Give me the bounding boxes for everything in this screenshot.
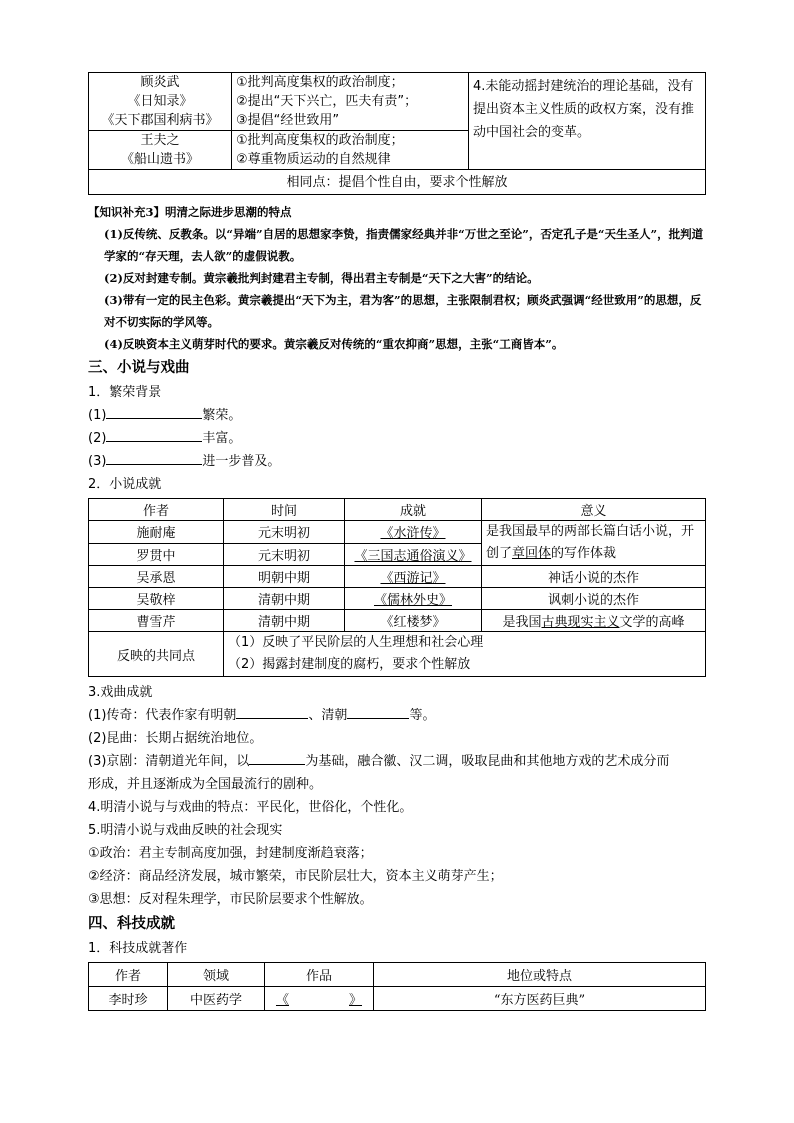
supplement-item-1: (1)反传统、反教条。以“异端”自居的思想家李贽，指责儒家经典并非“万世之至论”，否定孔子是“天生圣人”，批判道学家的“存天理，去人欲”的虚假说教。 <box>104 227 704 263</box>
wang-work: 《船山遗书》 <box>120 152 199 167</box>
gu-work2: 《天下郡国利病书》 <box>101 113 219 128</box>
drama-line-3 <box>88 750 706 773</box>
novel-meaning-3: 神话小说的杰作 <box>482 566 706 588</box>
novel-common-2: （2）揭露封建制度的腐朽，要求个性解放 <box>228 657 471 672</box>
tech-work-open: 《 <box>275 993 289 1008</box>
novel-work-2 <box>345 543 482 566</box>
novel-common-label: 反映的共同点 <box>89 632 224 677</box>
novel-header-author: 作者 <box>89 499 224 521</box>
reality-1: ①政治：君主专制高度加强，封建制度渐趋衰落； <box>88 846 373 861</box>
section4-title: 四、科技成就 <box>88 916 175 932</box>
meaning-12a: 是我国最早的两部长篇白话小说，开创了 <box>486 524 695 561</box>
reality-title: 5.明清小说与戏曲反映的社会现实 <box>88 823 283 838</box>
novel-author-3: 吴承恩 <box>89 566 224 588</box>
novel-work-1-text: 《水浒传》 <box>380 526 446 542</box>
meaning-12b: 章回体 <box>512 546 552 561</box>
bg-prefix-3: (3) <box>88 454 107 469</box>
reality-2: ②经济：商品经济发展，城市繁荣，市民阶层壮大，资本主义萌芽产生； <box>88 869 503 884</box>
tech-work-close: 》 <box>349 993 363 1008</box>
novel-meaning-5 <box>482 610 706 632</box>
bg-line-2 <box>88 427 706 450</box>
tech-header-status: 地位或特点 <box>374 963 706 987</box>
meaning-5b: 古典现实主义 <box>541 615 620 630</box>
fill-blank <box>249 750 305 765</box>
same-point-cell: 相同点：提倡个性自由，要求个性解放 <box>89 170 706 195</box>
feature-line: 4.明清小说与与戏曲的特点：平民化，世俗化，个性化。 <box>88 800 413 815</box>
novel-header-meaning: 意义 <box>482 499 706 521</box>
gu-cell <box>89 73 232 131</box>
tech-header-author: 作者 <box>89 963 168 987</box>
section4-subtitle: 1．科技成就著作 <box>88 941 188 956</box>
supplement-item-4: (4)反映资本主义萌芽时代的要求。黄宗羲反对传统的“重农抑商”思想，主张“工商皆本”。 <box>104 337 564 351</box>
tech-work-blank <box>276 993 362 1008</box>
novel-table <box>88 498 706 677</box>
bg-suffix-1: 繁荣。 <box>202 408 242 423</box>
novel-work-2-text: 《三国志通俗演义》 <box>354 548 472 564</box>
fill-blank <box>106 427 202 442</box>
novel-work-5: 《红楼梦》 <box>345 610 482 632</box>
drama-line-2: (2)昆曲：长期占据统治地位。 <box>88 731 263 746</box>
tech-table <box>88 962 706 1011</box>
meaning-12c: 的写作体裁 <box>551 546 617 561</box>
meaning-5a: 是我国 <box>502 615 542 630</box>
wang-point-1: ①批判高度集权的政治制度； <box>236 133 404 148</box>
tech-header-field: 领域 <box>168 963 265 987</box>
novel-title: 2．小说成就 <box>88 477 162 492</box>
drama3b: 为基础，融合徽、汉二调，吸取昆曲和其他地方戏的艺术成分而 <box>305 754 670 769</box>
supplement-title: 【知识补充3】明清之际进步思潮的特点 <box>88 205 292 219</box>
bg-line-3 <box>88 450 706 473</box>
tech-field: 中医药学 <box>168 987 265 1011</box>
bg-suffix-2: 丰富。 <box>202 431 242 446</box>
gu-points-cell <box>232 73 469 131</box>
tech-status: “东方医药巨典” <box>374 987 706 1011</box>
novel-common-points <box>224 632 706 677</box>
supplement-block <box>88 201 706 355</box>
supplement-item-3: (3)带有一定的民主色彩。黄宗羲提出“天下为主，君为客”的思想，主张限制君权；顾炎武强调“经世致用”的思想，反对不切实际的学风等。 <box>104 293 702 329</box>
novel-common-1: （1）反映了平民阶层的人生理想和社会心理 <box>228 635 484 650</box>
bg-suffix-3: 进一步普及。 <box>202 454 281 469</box>
bg-title: 1．繁荣背景 <box>88 385 162 400</box>
drama1b: 、清朝 <box>308 708 348 723</box>
novel-author-2: 罗贯中 <box>89 543 224 566</box>
wang-cell <box>89 131 232 170</box>
drama3a: (3)京剧：清朝道光年间，以 <box>88 754 250 769</box>
novel-time-4: 清朝中期 <box>224 588 345 610</box>
drama-title: 3.戏曲成就 <box>88 685 153 700</box>
wang-name: 王夫之 <box>140 133 180 148</box>
novel-meaning-4: 讽刺小说的杰作 <box>482 588 706 610</box>
thinkers-table <box>88 72 706 195</box>
wang-point-2: ②尊重物质运动的自然规律 <box>236 152 391 167</box>
supplement-item-2: (2)反对封建专制。黄宗羲批判封建君主专制，得出君主专制是“天下之大害”的结论。 <box>104 271 539 285</box>
fill-blank <box>236 704 308 719</box>
bg-prefix-2: (2) <box>88 431 107 446</box>
novel-work-3 <box>345 566 482 588</box>
drama1a: (1)传奇：代表作家有明朝 <box>88 708 237 723</box>
novel-time-3: 明朝中期 <box>224 566 345 588</box>
bg-line-1 <box>88 404 706 427</box>
drama1c: 等。 <box>409 708 436 723</box>
reality-3: ③思想：反对程朱理学，市民阶层要求个性解放。 <box>88 892 373 907</box>
novel-author-5: 曹雪芹 <box>89 610 224 632</box>
drama-line-1 <box>88 704 706 727</box>
meaning-5c: 文学的高峰 <box>619 615 685 630</box>
gu-name: 顾炎武 <box>140 75 180 90</box>
gu-point-3: ③提倡“经世致用” <box>236 113 340 128</box>
novel-work-1 <box>345 521 482 544</box>
section3-title: 三、小说与戏曲 <box>88 360 190 376</box>
fill-blank <box>106 404 202 419</box>
novel-meaning-12 <box>482 521 706 566</box>
novel-work-4-text: 《儒林外史》 <box>373 593 452 608</box>
fill-blank <box>106 450 202 465</box>
fill-blank <box>347 704 409 719</box>
novel-author-1: 施耐庵 <box>89 521 224 544</box>
novel-header-time: 时间 <box>224 499 345 521</box>
novel-time-2: 元末明初 <box>224 543 345 566</box>
novel-work-4 <box>345 588 482 610</box>
gu-work1: 《日知录》 <box>127 94 193 109</box>
novel-author-4: 吴敬梓 <box>89 588 224 610</box>
bg-prefix-1: (1) <box>88 408 107 423</box>
novel-header-work: 成就 <box>345 499 482 521</box>
tech-header-work: 作品 <box>265 963 374 987</box>
novel-time-5: 清朝中期 <box>224 610 345 632</box>
tech-work <box>265 987 374 1011</box>
novel-work-3-text: 《西游记》 <box>380 571 446 586</box>
gu-point-2: ②提出“天下兴亡，匹夫有责”； <box>236 94 418 109</box>
novel-time-1: 元末明初 <box>224 521 345 544</box>
gu-point-1: ①批判高度集权的政治制度； <box>236 75 404 90</box>
drama-line-3b: 形成，并且逐渐成为全国最流行的剧种。 <box>88 777 323 792</box>
wang-points-cell <box>232 131 469 170</box>
tech-author: 李时珍 <box>89 987 168 1011</box>
common-limit-cell: 4.未能动摇封建统治的理论基础，没有提出资本主义性质的政权方案，没有推动中国社会的变革。 <box>469 73 706 170</box>
page <box>88 72 706 1011</box>
